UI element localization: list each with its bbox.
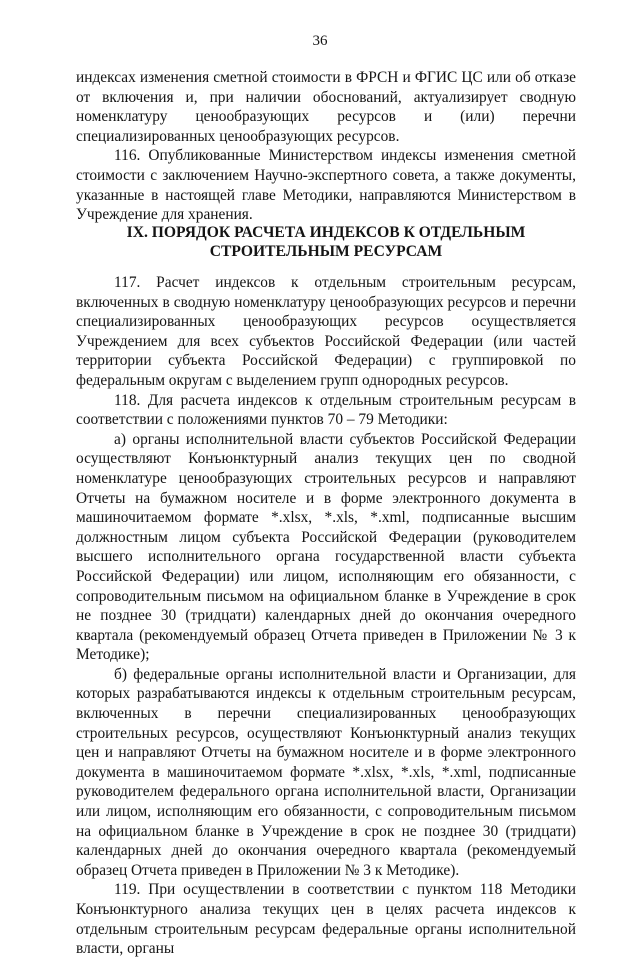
paragraph-117: 117. Расчет индексов к отдельным строительным ресурсам, включенных в сводную номенклатуру ценообразующих ресурсов и перечни специализированных ценообразующих ресурсов осуществляется Учреждением для всех субъектов Российской Федерации (или частей территории субъекта Российской Федерации) с группировкой по федеральным округам с выделением групп однородных ресурсов. bbox=[76, 274, 576, 389]
text-block-bottom bbox=[76, 273, 576, 959]
page-number: 36 bbox=[312, 33, 328, 49]
text-block-top bbox=[76, 68, 576, 225]
paragraph-116: 116. Опубликованные Министерством индексы изменения сметной стоимости с заключением Научно-экспертного совета, а также документы, указанные в настоящей главе Методики, направляются Министерством в Учреждение для хранения. bbox=[76, 147, 576, 224]
paragraph-119: 119. При осуществлении в соответствии с пунктом 118 Методики Конъюнктурного анализа текущих цен в целях расчета индексов к отдельным строительным ресурсам федеральные органы исполнительной власти, органы bbox=[76, 881, 576, 958]
section-heading-line-2: СТРОИТЕЛЬНЫМ РЕСУРСАМ bbox=[209, 243, 443, 260]
paragraph-118-a: а) органы исполнительной власти субъектов Российской Федерации осуществляют Конъюнктурный анализ текущих цен по сводной номенклатуре ценообразующих строительных ресурсов и направляют Отчеты на бумажном носителе и в форме электронного документа в машиночитаемом формате *.xlsx, *.xls, *.xml, подписанные высшим должностным лицом субъекта Российской Федерации (руководителем высшего исполнительного органа государственной власти субъекта Российской Федерации) или лицом, исполняющим его обязанности, с сопроводительным письмом на официальном бланке в Учреждение в срок не позднее 30 (тридцати) календарных дней до окончания очередного квартала (рекомендуемый образец Отчета приведен в Приложении № 3 к Методике); bbox=[76, 430, 576, 664]
paragraph-118-b: б) федеральные органы исполнительной власти и Организации, для которых разрабатываются индексы к отдельным строительным ресурсам, включенных в перечни специализированных ценообразующих строительных ресурсов, осуществляют Конъюнктурный анализ текущих цен и направляют Отчеты на бумажном носителе и в форме электронного документа в машиночитаемом формате *.xlsx, *.xls, *.xml, подписанные руководителем федерального органа исполнительной власти, Организации или лицом, исполняющим его обязанности, с сопроводительным письмом на официальном бланке в Учреждение в срок не позднее 30 (тридцати) календарных дней до окончания очередного квартала (рекомендуемый образец Отчета приведен в Приложении № 3 к Методике). bbox=[76, 665, 576, 879]
section-heading-line-1: IX. ПОРЯДОК РАСЧЕТА ИНДЕКСОВ К ОТДЕЛЬНЫМ bbox=[126, 224, 526, 241]
paragraph-115-continuation: индексах изменения сметной стоимости в ФРСН и ФГИС ЦС или об отказе от включения и, при наличии обоснований, актуализирует сводную номенклатуру ценообразующих ресурсов и (или) перечни специализированных ценообразующих ресурсов. bbox=[76, 69, 576, 145]
paragraph-118: 118. Для расчета индексов к отдельным строительным ресурсам в соответствии с положениями пунктов 70 – 79 Методики: bbox=[76, 391, 576, 429]
section-heading bbox=[76, 223, 576, 261]
